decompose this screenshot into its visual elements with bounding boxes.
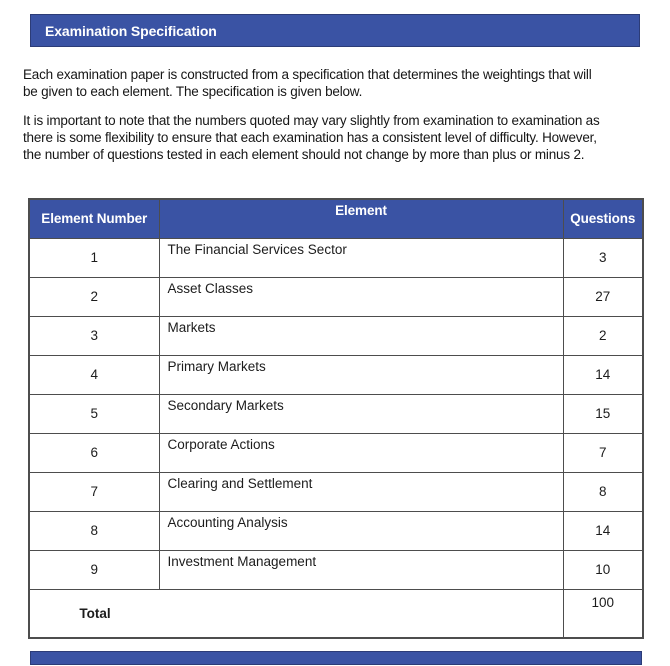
total-label: Total: [79, 605, 111, 621]
title-bar: [30, 14, 640, 47]
element-number-cell: 3: [29, 316, 159, 355]
header-element: Element: [159, 199, 563, 238]
element-number-cell: 2: [29, 277, 159, 316]
questions-cell: 14: [563, 355, 643, 394]
element-name-cell: Accounting Analysis: [159, 511, 563, 550]
questions-cell: 8: [563, 472, 643, 511]
element-number-cell: 8: [29, 511, 159, 550]
questions-cell: 2: [563, 316, 643, 355]
element-name-cell: The Financial Services Sector: [159, 238, 563, 277]
element-name-cell: Corporate Actions: [159, 433, 563, 472]
table-row: [29, 238, 643, 277]
table-header-row: [29, 199, 643, 238]
page-title: Examination Specification: [45, 22, 217, 39]
questions-cell: 7: [563, 433, 643, 472]
header-questions: Questions: [563, 199, 643, 238]
questions-cell: 15: [563, 394, 643, 433]
questions-cell: 14: [563, 511, 643, 550]
paragraph-line: there is some flexibility to ensure that each examination has a consistent level of difficulty. However,: [23, 130, 597, 145]
intro-paragraph-1: [23, 66, 663, 100]
table-row: [29, 316, 643, 355]
questions-cell: 27: [563, 277, 643, 316]
questions-cell: 10: [563, 550, 643, 589]
intro-paragraph-2: [23, 112, 663, 163]
table-row: [29, 277, 643, 316]
total-label-cell: [29, 589, 563, 638]
element-number-cell: 1: [29, 238, 159, 277]
element-name-cell: Primary Markets: [159, 355, 563, 394]
element-number-cell: 9: [29, 550, 159, 589]
table-row: [29, 511, 643, 550]
paragraph-line: It is important to note that the numbers quoted may vary slightly from examination to examination as: [23, 113, 600, 128]
table-row: [29, 433, 643, 472]
element-name-cell: Secondary Markets: [159, 394, 563, 433]
table-row: [29, 394, 643, 433]
paragraph-line: Each examination paper is constructed from a specification that determines the weightings that will: [23, 67, 592, 82]
header-element-number: Element Number: [29, 199, 159, 238]
specification-table: [28, 198, 644, 639]
questions-cell: 3: [563, 238, 643, 277]
element-number-cell: 6: [29, 433, 159, 472]
total-questions-cell: 100: [563, 589, 643, 638]
paragraph-line: be given to each element. The specification is given below.: [23, 84, 363, 99]
element-name-cell: Clearing and Settlement: [159, 472, 563, 511]
table-row: [29, 550, 643, 589]
element-name-cell: Asset Classes: [159, 277, 563, 316]
element-name-cell: Markets: [159, 316, 563, 355]
element-number-cell: 7: [29, 472, 159, 511]
element-number-cell: 4: [29, 355, 159, 394]
element-name-cell: Investment Management: [159, 550, 563, 589]
table-row: [29, 472, 643, 511]
paragraph-line: the number of questions tested in each element should not change by more than plus or minus 2.: [23, 147, 585, 162]
table-total-row: [29, 589, 643, 638]
element-number-cell: 5: [29, 394, 159, 433]
table-row: [29, 355, 643, 394]
footer-bar: [30, 651, 642, 665]
